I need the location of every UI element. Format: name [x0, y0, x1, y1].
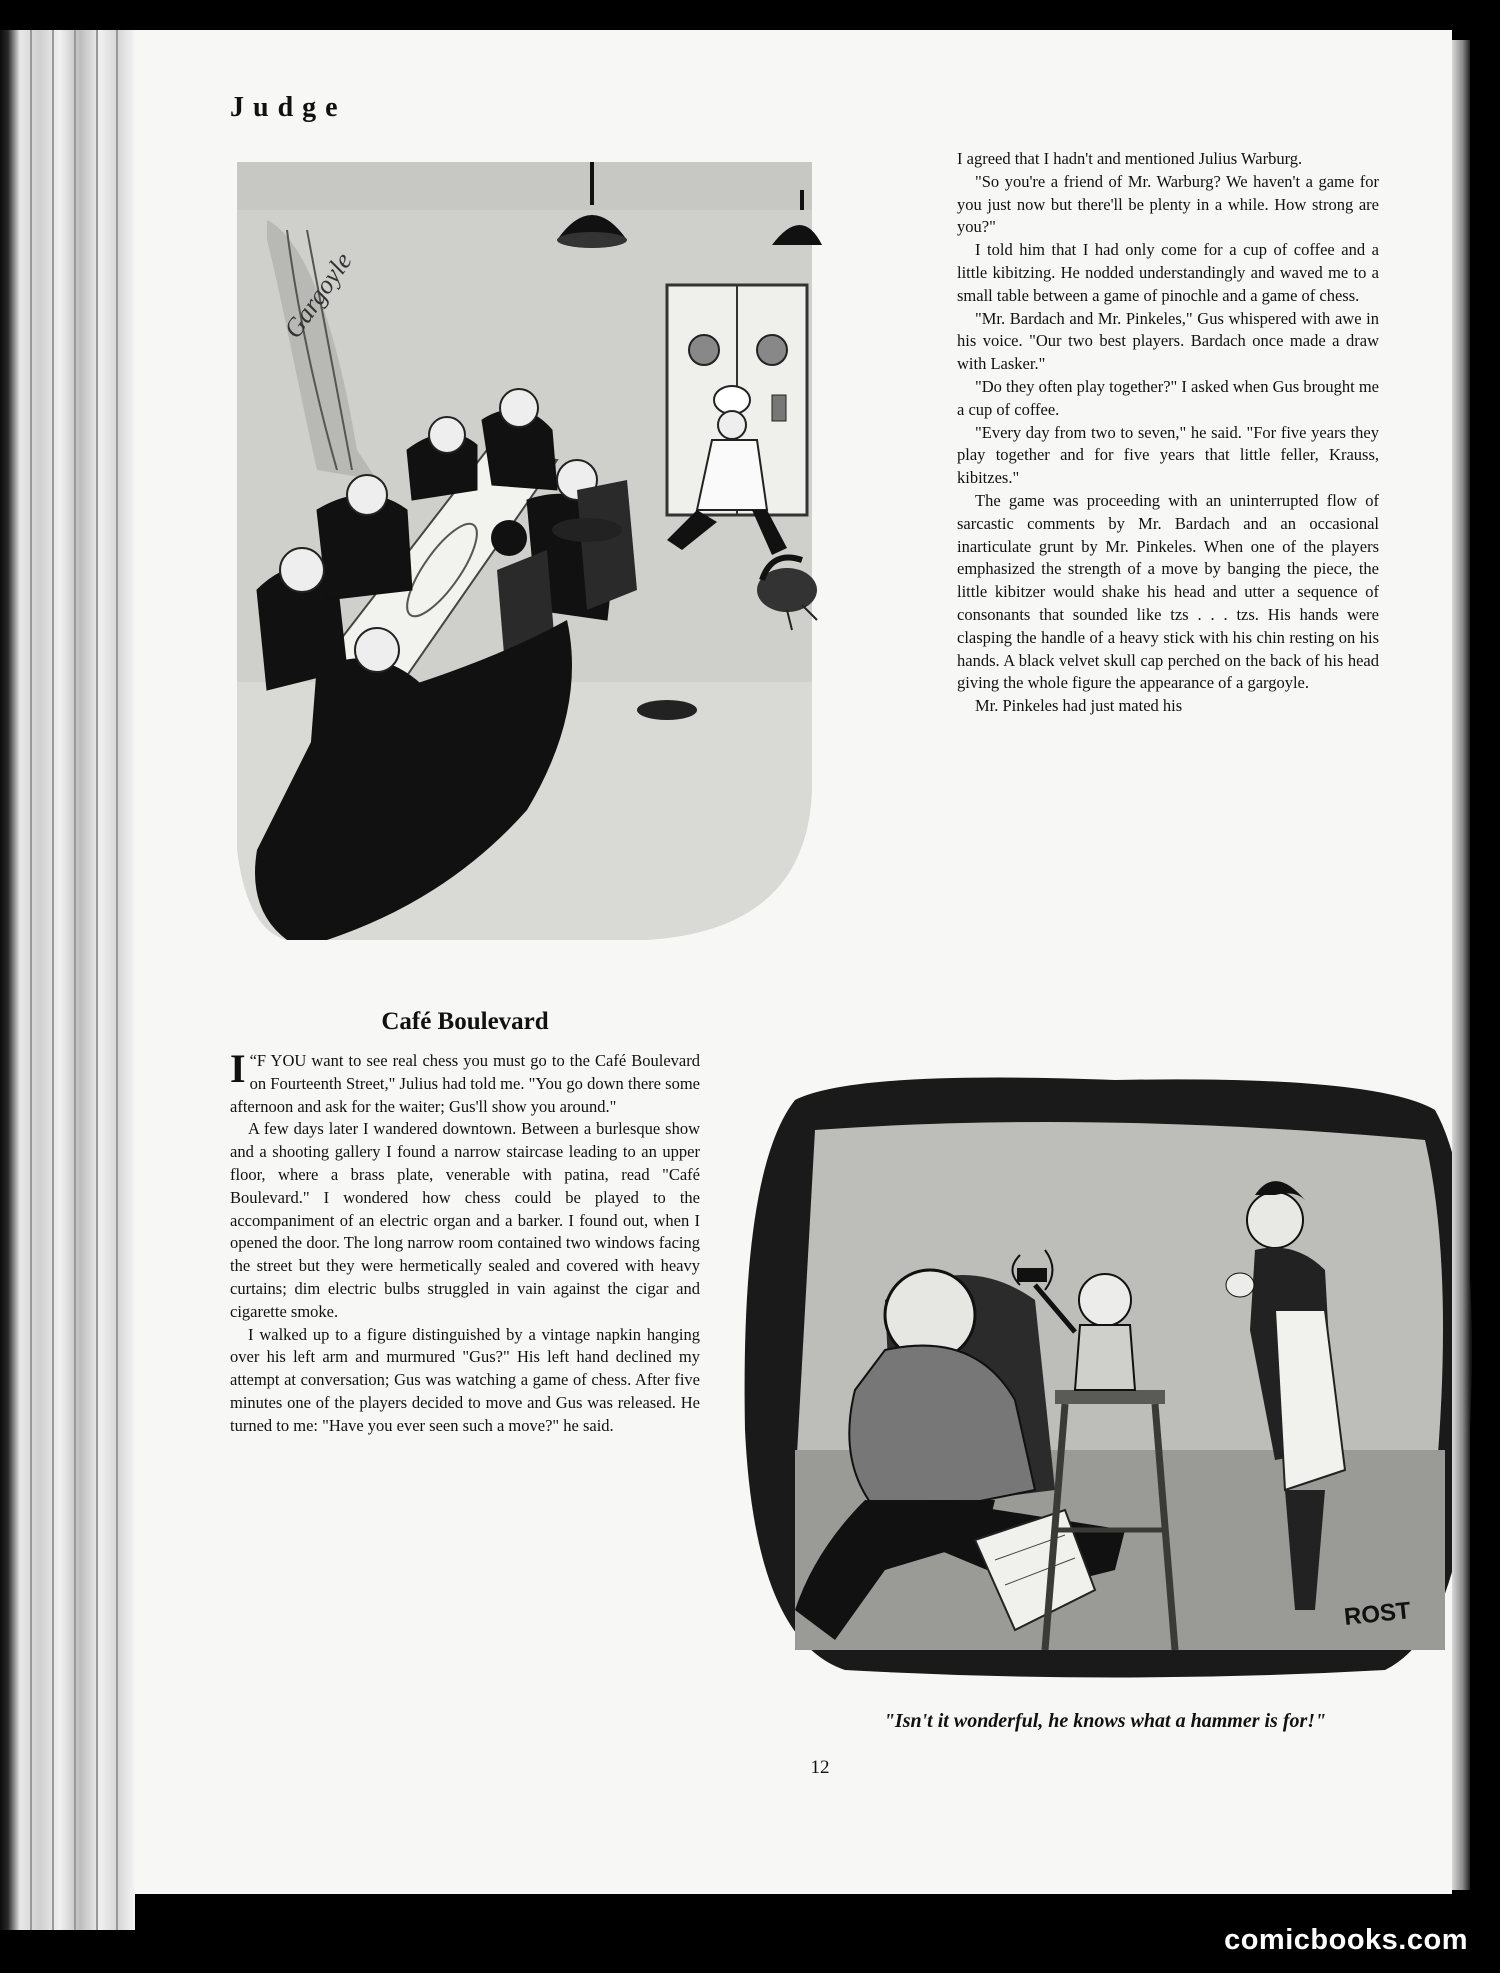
paragraph-11: Mr. Pinkeles had just mated his	[975, 696, 1183, 716]
paragraph-2: A few days later I wandered downtown. Between a burlesque show and a shooting gallery I found a narrow staircase leading to an upper floor, where a brass plate, venerable with patina, read "Café Boulevard." I wondered how chess could be played to the accompaniment of an electric organ and a barker. I found out, when I opened the door. The long narrow room contained two windows facing the street but they were hermetically sealed and covered with heavy curtains; dim electric bulbs struggled in vain against the cigar and cigarette smoke.	[230, 1119, 700, 1321]
cartoonist-signature: ROST	[1342, 1597, 1412, 1631]
drop-cap: I	[230, 1046, 246, 1091]
paragraph-8: "Do they often play together?" I asked when Gus brought me a cup of coffee.	[957, 376, 1379, 419]
article-title: Café Boulevard	[381, 1008, 549, 1035]
paragraph-4: I agreed that I hadn't and mentioned Julius Warburg.	[957, 149, 1303, 168]
article-right-column	[957, 148, 1379, 718]
article-left-column	[230, 1046, 700, 1438]
illustrator-signature: Gargoyle	[278, 247, 358, 344]
paragraph-3: I walked up to a figure distinguished by a vintage napkin hanging over his left arm and murmured "Gus?" His left hand declined my attempt at conversation; Gus was watching a game of chess. After five minutes one of the players decided to move and Gus was released. He turned to me: "Have you ever seen such a move?" he said.	[230, 1324, 700, 1435]
paragraph-6: I told him that I had only come for a cup of coffee and a little kibitzing. He nodded understandingly and waved me to a small table between a game of pinochle and a game of chess.	[957, 240, 1379, 305]
paragraph-1: “ I F YOU want to see real chess you must go to the Café Boulevard on Fourteenth Street," Julius had told me. "You go down there some afternoon and ask for the waiter; Gus'll show you around."	[230, 1046, 700, 1116]
page-edge	[1452, 40, 1470, 1890]
masthead: Judge	[230, 92, 347, 123]
book-binding	[0, 30, 135, 1930]
paragraph-7: "Mr. Bardach and Mr. Pinkeles," Gus whispered with awe in his voice. "Our two best players. Bardach once made a draw with Lasker."	[957, 308, 1379, 374]
cartoon-caption: "Isn't it wonderful, he knows what a hammer is for!"	[883, 1710, 1327, 1732]
paragraph-1-text: F YOU want to see real chess you must go to the Café Boulevard on Fourteenth Street," Julius had told me. "You go down there some afternoon and ask for the waiter; Gus'll show you around."	[230, 1051, 700, 1116]
paragraph-10: The game was proceeding with an uninterrupted flow of sarcastic comments by Mr. Bardach and an occasional inarticulate grunt by Mr. Pinkeles. When one of the players emphasized the strength of a move by banging the piece, the little kibitzer would shake his head and utter a sequence of consonants that sounded like tzs . . . tzs. His hands were clasping the handle of a heavy stick with his chin resting on his hands. A black velvet skull cap perched on the back of his head giving the whole figure the appearance of a gargoyle.	[957, 490, 1379, 693]
magazine-page	[135, 30, 1452, 1894]
paragraph-9: "Every day from two to seven," he said. "For five years they play together and for five years that little feller, Krauss, kibitzes."	[957, 422, 1379, 488]
page-number: 12	[810, 1757, 830, 1778]
banquet-illustration	[227, 150, 822, 950]
paragraph-5: "So you're a friend of Mr. Warburg? We haven't a game for you just now but there'll be plenty in a while. How strong are you?"	[957, 171, 1379, 237]
watermark: comicbooks.com	[1224, 1924, 1468, 1956]
hammer-cartoon	[735, 1070, 1480, 1680]
